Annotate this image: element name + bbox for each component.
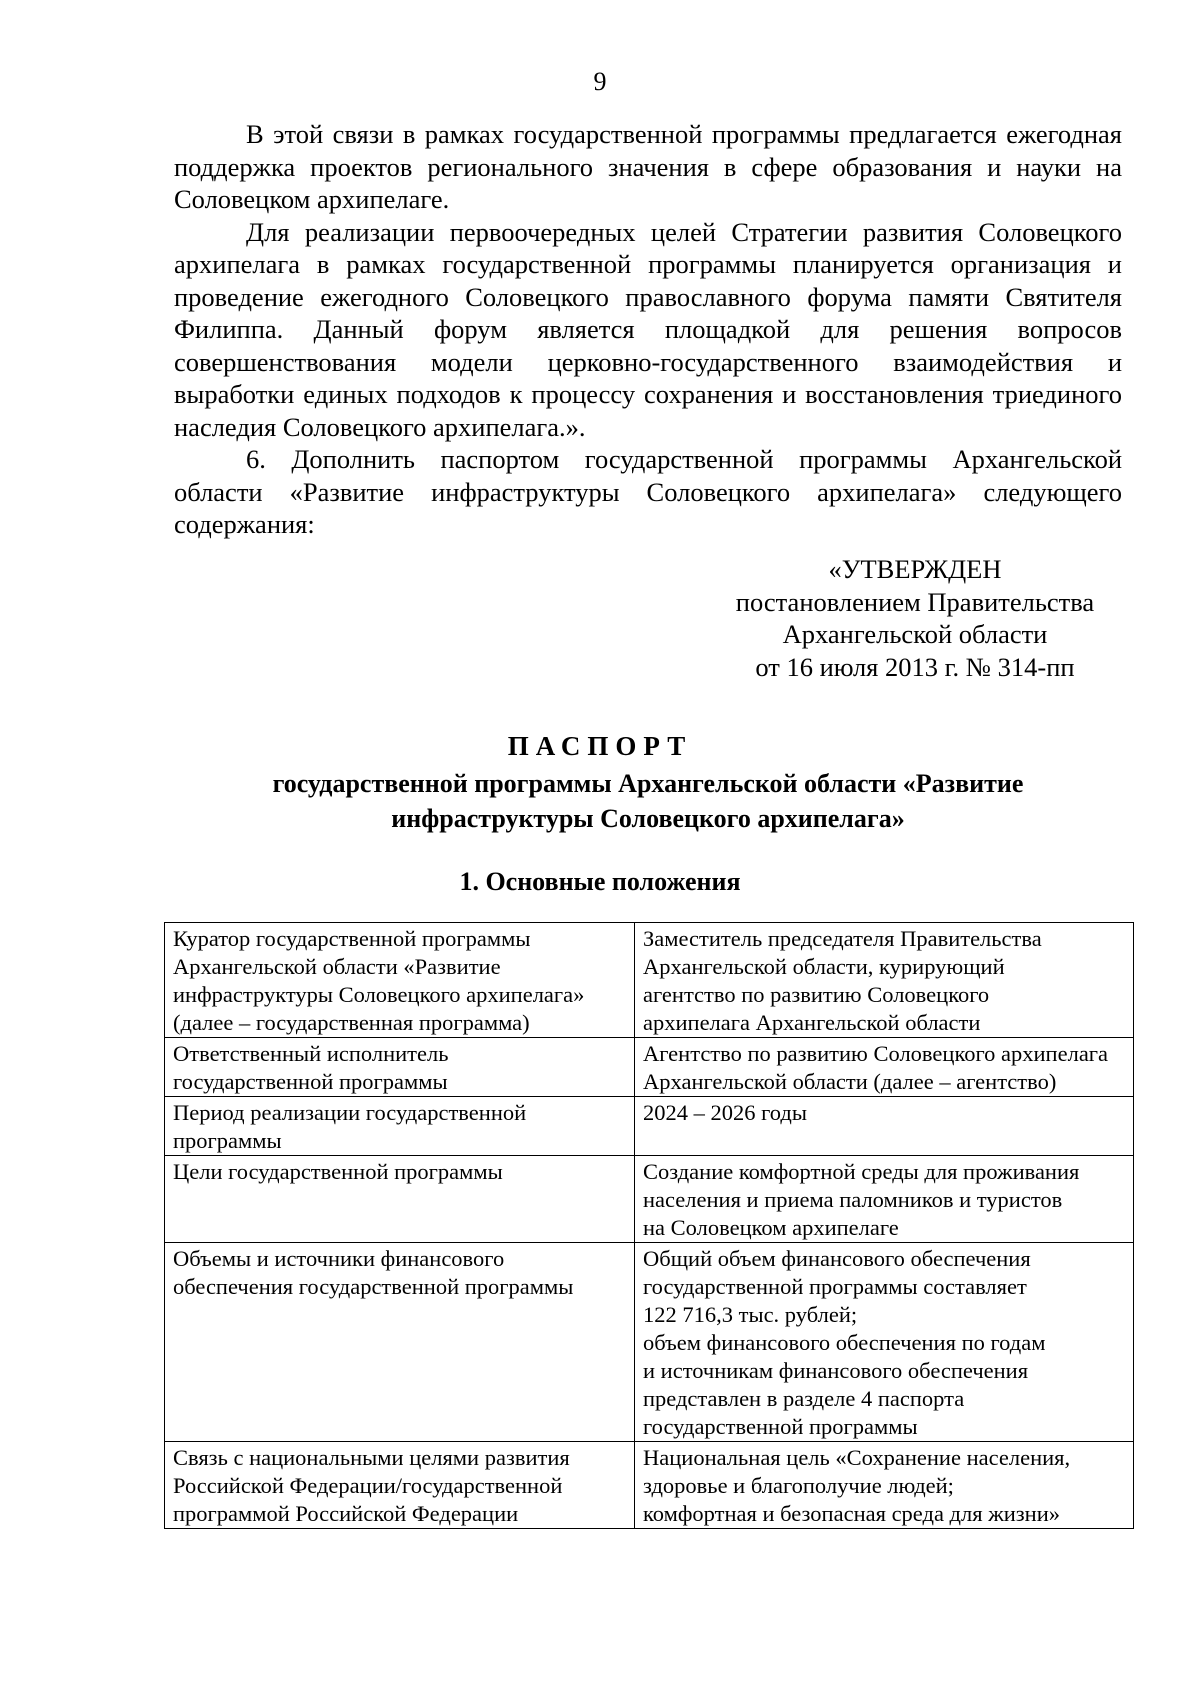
table-cell-line: (далее – государственная программа)	[173, 1010, 530, 1035]
table-cell-line: Архангельской области (далее – агентство)	[643, 1069, 1057, 1094]
body-text	[174, 118, 1122, 541]
table-row	[165, 923, 1134, 1038]
table-cell-value	[635, 1442, 1134, 1529]
table-row	[165, 1038, 1134, 1097]
table-cell-value	[635, 1156, 1134, 1243]
table-cell-line: инфраструктуры Соловецкого архипелага»	[173, 982, 585, 1007]
table-cell-line: обеспечения государственной программы	[173, 1274, 574, 1299]
table-body	[165, 923, 1134, 1529]
approval-line-resolution: постановлением Правительства	[735, 586, 1095, 617]
table-cell-label	[165, 1097, 635, 1156]
table-cell-line: Куратор государственной программы	[173, 926, 531, 951]
table-cell-label	[165, 1156, 635, 1243]
table-cell-line: архипелага Архангельской области	[643, 1010, 981, 1035]
table-cell-line: Заместитель председателя Правительства	[643, 926, 1042, 951]
passport-subtitle	[174, 766, 1122, 836]
table-cell-line: Общий объем финансового обеспечения	[643, 1246, 1031, 1271]
page-number: 9	[593, 67, 607, 96]
paragraph-regional-support: В этой связи в рамках государственной программы предлагается ежегодная поддержка проектов регионального значения в сфере образования и науки на Соловецком архипелаге.	[174, 119, 1122, 214]
table-cell-line: программой Российской Федерации	[173, 1501, 519, 1526]
table-cell-line: комфортная и безопасная среда для жизни»	[643, 1501, 1061, 1526]
table-cell-line: 122 716,3 тыс. рублей;	[643, 1302, 858, 1327]
table-cell-line: здоровье и благополучие людей;	[643, 1473, 954, 1498]
table-cell-label	[165, 923, 635, 1038]
table-cell-line: агентство по развитию Соловецкого	[643, 982, 990, 1007]
table-cell-line: объем финансового обеспечения по годам	[643, 1330, 1046, 1355]
table-cell-line: Создание комфортной среды для проживания	[643, 1159, 1080, 1184]
table-cell-line: Национальная цель «Сохранение населения,	[643, 1445, 1071, 1470]
table-cell-line: государственной программы	[173, 1069, 448, 1094]
table-cell-value	[635, 923, 1134, 1038]
passport-subtitle-line: инфраструктуры Соловецкого архипелага»	[391, 804, 905, 833]
table-row	[165, 1243, 1134, 1442]
table-cell-line: Архангельской области, курирующий	[643, 954, 1005, 979]
table-cell-line: Связь с национальными целями развития	[173, 1445, 570, 1470]
table-cell-line: государственной программы	[643, 1414, 918, 1439]
table-cell-line: Архангельской области «Развитие	[173, 954, 501, 979]
approval-line-date-number: от 16 июля 2013 г. № 314-пп	[755, 651, 1075, 682]
table-cell-line: Агентство по развитию Соловецкого архипелага	[643, 1041, 1109, 1066]
table-cell-line: 2024 – 2026 годы	[643, 1100, 807, 1125]
table-cell-line: на Соловецком архипелаге	[643, 1215, 899, 1240]
table-cell-value	[635, 1097, 1134, 1156]
table-cell-label	[165, 1038, 635, 1097]
table-cell-line: Цели государственной программы	[173, 1159, 503, 1184]
paragraph-solovetsky-forum: Для реализации первоочередных целей Стратегии развития Соловецкого архипелага в рамках государственной программы планируется организация и проведение ежегодного Соловецкого православного форума памяти Святителя Филиппа. Данный форум является площадкой для решения вопросов совершенствования модели церковно-государственного взаимодействия и выработки единых подходов к процессу сохранения и восстановления триединого наследия Соловецкого архипелага.».	[174, 216, 1122, 442]
section-title-main-provisions: 1. Основные положения	[459, 867, 741, 896]
table-row	[165, 1097, 1134, 1156]
table-cell-line: программы	[173, 1128, 282, 1153]
paragraph-amendment-item-6: 6. Дополнить паспортом государственной программы Архангельской области «Развитие инфраструктуры Соловецкого архипелага» следующего содержания:	[174, 444, 1122, 539]
table-cell-line: Объемы и источники финансового	[173, 1246, 505, 1271]
approval-stamp	[650, 553, 1180, 683]
approval-line-approved: «УТВЕРЖДЕН	[828, 554, 1002, 584]
table-cell-line: представлен в разделе 4 паспорта	[643, 1386, 965, 1411]
table-cell-line: государственной программы составляет	[643, 1274, 1027, 1299]
table-cell-label	[165, 1243, 635, 1442]
table-cell-line: Ответственный исполнитель	[173, 1041, 449, 1066]
passport-main-provisions-table	[164, 922, 1134, 1529]
table-cell-value	[635, 1038, 1134, 1097]
table-row	[165, 1442, 1134, 1529]
table-cell-line: населения и приема паломников и туристов	[643, 1187, 1063, 1212]
table-cell-line: и источникам финансового обеспечения	[643, 1358, 1029, 1383]
table-cell-value	[635, 1243, 1134, 1442]
approval-line-region: Архангельской области	[782, 619, 1048, 649]
table-row	[165, 1156, 1134, 1243]
passport-title: ПАСПОРТ	[507, 731, 693, 761]
table-cell-line: Российской Федерации/государственной	[173, 1473, 563, 1498]
passport-subtitle-line: государственной программы Архангельской области «Развитие	[272, 769, 1024, 798]
table-cell-label	[165, 1442, 635, 1529]
table-cell-line: Период реализации государственной	[173, 1100, 527, 1125]
